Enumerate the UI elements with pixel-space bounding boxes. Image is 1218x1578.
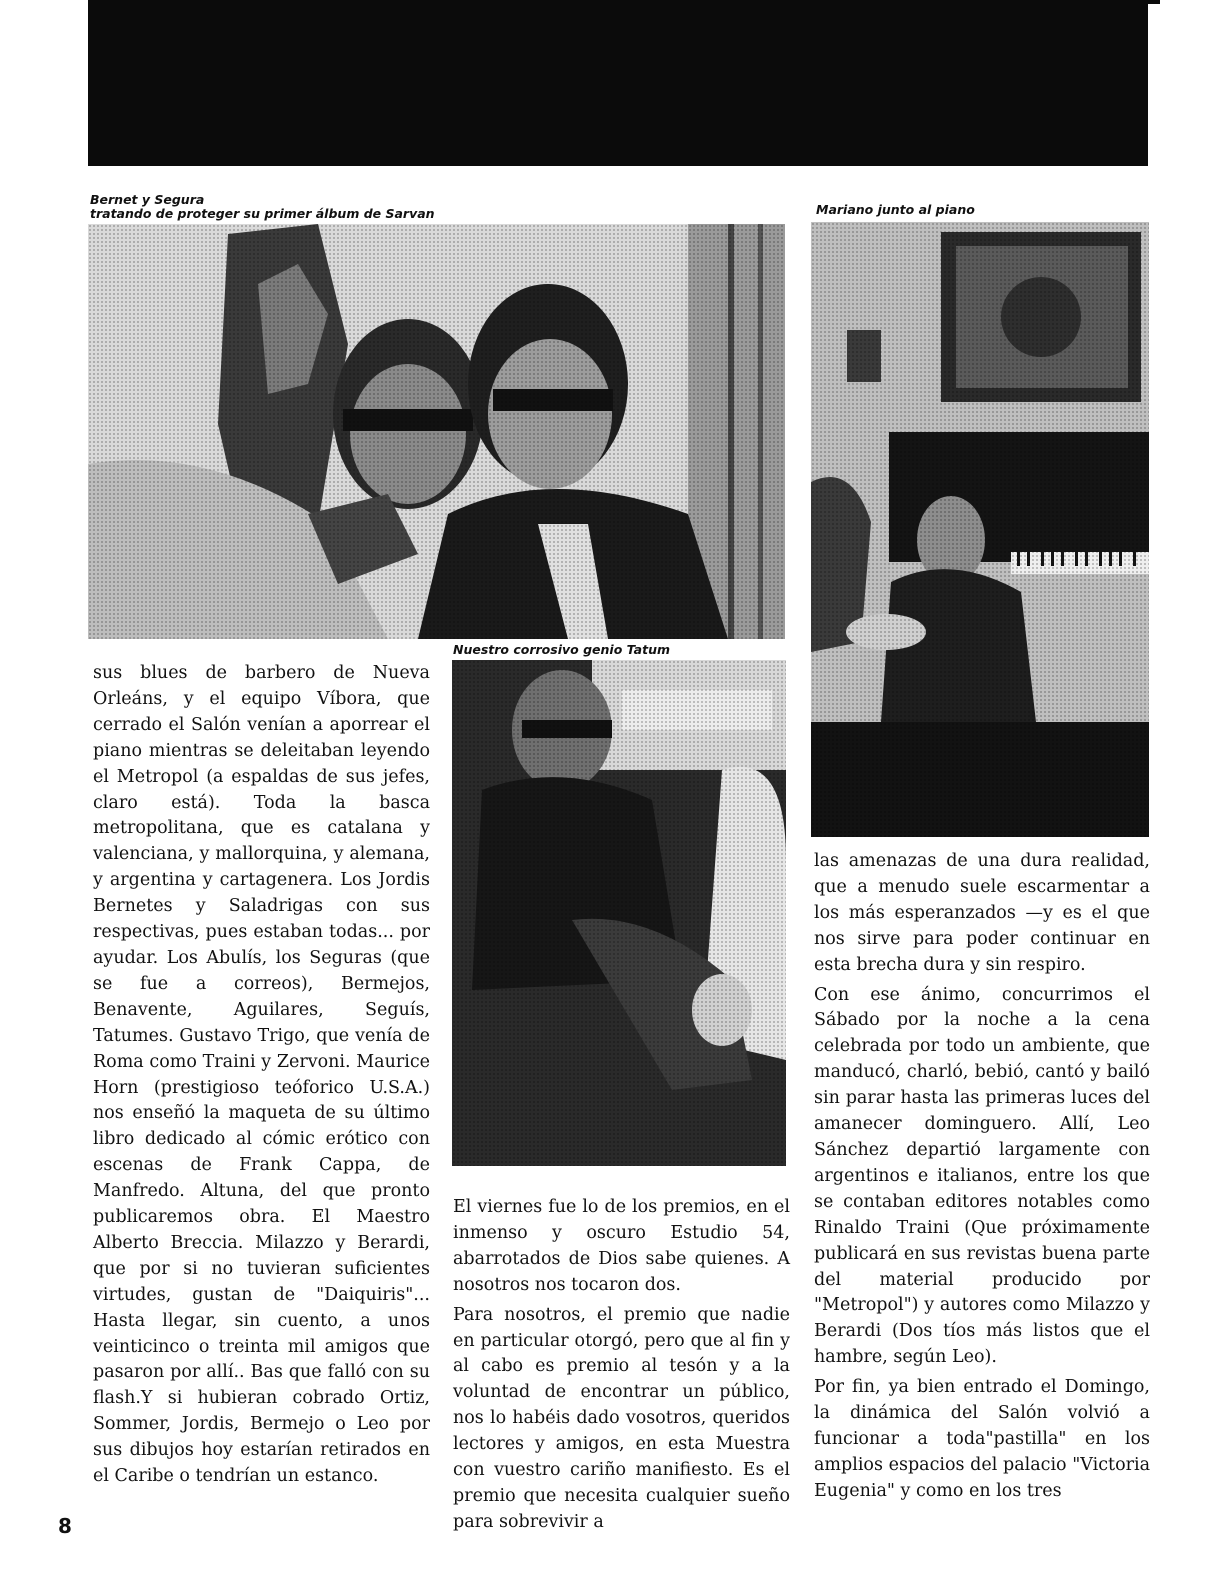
paragraph: Para nosotros, el premio que nadie en particular otorgó, pero que al fin y al cabo es premio al tesón y a la voluntad de encontrar un público, nos lo habéis dado vosotros, queridos lectores y amigos, en esta Muestra con vuestro cariño manifiesto. Es el premio que necesita cualquier sueño para sobrevivir a bbox=[453, 1304, 790, 1532]
text-column-right bbox=[814, 849, 1150, 1505]
page-number: 8 bbox=[58, 1514, 72, 1538]
photo-caption-tatum: Nuestro corrosivo genio Tatum bbox=[453, 642, 671, 657]
paragraph: Por fin, ya bien entrado el Domingo, la dinámica del Salón volvió a funcionar a toda"pastilla" en los amplios espacios del palacio "Victoria Eugenia" y como en los tres bbox=[814, 1377, 1150, 1501]
paragraph: las amenazas de una dura realidad, que a menudo suele escarmentar a los más esperanzados —y es el que nos sirve para poder continuar en esta brecha dura y sin respiro. bbox=[814, 851, 1150, 975]
text-column-left bbox=[93, 661, 430, 1490]
paragraph: Con ese ánimo, concurrimos el Sábado por la noche a la cena celebrada por todo un ambiente, que manducó, charló, bebió, cantó y bailó sin parar hasta las primeras luces del amanecer dominguero. Allí, Leo Sánchez departió largamente con argentinos e italianos, entre los que se contaban editores notables como Rinaldo Traini (Que próximamente publicará en sus revistas buena parte del material producido por "Metropol") y autores como Milazzo y Berardi (Dos tíos más listos que el hambre, según Leo). bbox=[814, 984, 1150, 1368]
paragraph: sus blues de barbero de Nueva Orleáns, y el equipo Víbora, que cerrado el Salón venían a aporrear el piano mientras se deleitaban leyendo el Metropol (a espaldas de sus jefes, claro está). Toda la basca metropolitana, que es catalana y valenciana, y mallorquina, y alemana, y argentina y cartagenera. Los Jordis Bernetes y Saladrigas con sus respectivas, pues estaban todas... por ayudar. Los Abulís, los Seguras (que se fue a correos), Bermejos, Benavente, Aguilares, Seguís, Tatumes. Gustavo Trigo, que venía de Roma como Traini y Zervoni. Maurice Horn (prestigioso teóforico U.S.A.) nos enseñó la maqueta de su último libro dedicado al cómic erótico con escenas de Frank Cappa, de Manfredo. Altuna, del que pronto publicaremos obra. El Maestro Alberto Breccia. Milazzo y Berardi, que por si no tuvieran suficientes virtudes, gustan de "Daiquiris"... Hasta llegar, sin cuento, a unos veinticinco o treinta mil amigos que pasaron por allí.. Bas que falló con su flash.Y si hubieran cobrado Ortiz, Sommer, Jordis, Bermejo o Leo por sus dibujos hoy estarían retirados en el Caribe o tendrían un estanco. bbox=[93, 663, 430, 1487]
photo-mariano-piano bbox=[811, 222, 1149, 837]
photo-tatum bbox=[452, 660, 786, 1166]
corner-mark bbox=[1148, 0, 1160, 4]
header-band bbox=[88, 0, 1148, 166]
paragraph: El viernes fue lo de los premios, en el inmenso y oscuro Estudio 54, abarrotados de Dios sabe quienes. A nosotros nos tocaron dos. bbox=[453, 1197, 790, 1295]
photo-caption-bernet-segura: Bernet y Segura tratando de proteger su primer álbum de Sarvan bbox=[90, 192, 435, 221]
text-column-middle bbox=[453, 1195, 790, 1536]
photo-bernet-segura bbox=[88, 224, 785, 639]
photo-caption-mariano: Mariano junto al piano bbox=[816, 202, 975, 217]
